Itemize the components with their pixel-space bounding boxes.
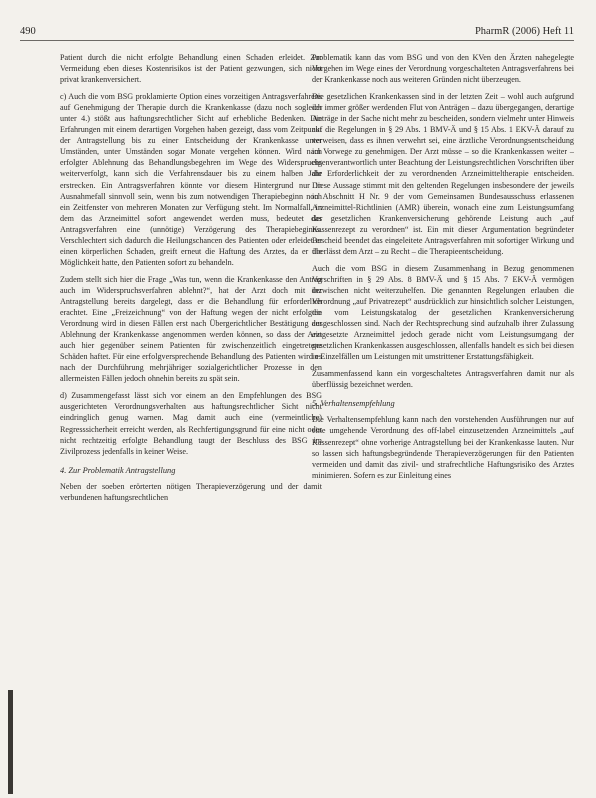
margin-marker-bar — [8, 690, 13, 794]
paragraph: Patient durch die nicht erfolgte Behandlung einen Schaden erleidet. Zur Vermeidung eben dieses Kostenrisikos ist der Patient gezwungen, sich nicht privat krankenversichert. — [60, 53, 322, 85]
paragraph: Zudem stellt sich hier die Frage „Was tun, wenn die Krankenkasse den Antrag auch im Widerspruchsverfahren ablehnt?“, hat der Arzt doch mit der Antragstellung bereits dargelegt, dass er die Behandlung für erforderlich erachtet. Eine „Freizeichnung“ von der Haftung wegen der nicht erfolgten Verordnung wird in diesen Fällen erst nach Übergerichtlicher Bestätigung der Ablehnung der Krankenkasse angenommen werden können, so dass der Arzt auch hier gegenüber seinem Patienten für zwischenzeitlich eingetretene Schäden haftet. Für eine erfolgversprechende Behandlung des Patienten wird es nach der Durchführung mehrjähriger sozialgerichtlicher Prozesse in den allermeisten Fällen jedoch ohnehin bereits zu spät sein. — [60, 274, 322, 384]
right-column — [312, 52, 574, 792]
paragraph: Neben der soeben erörterten nötigen Therapieverzögerung und der damit verbundenen haftungsrechtlichen — [60, 481, 322, 502]
section-heading: 4. Zur Problematik Antragstellung — [60, 465, 176, 475]
paragraph: Zusammenfassend kann ein vorgeschaltetes Antragsverfahren damit nur als überflüssig bezeichnet werden. — [312, 369, 574, 390]
page-number: 490 — [20, 26, 36, 37]
paragraph: Auch die vom BSG in diesem Zusammenhang in Bezug genommenen Vorschriften in § 29 Abs. 8 BMV-Ä und § 15 Abs. 7 EKV-Ä vermögen inzwischen nicht weiterzuhelfen. Die genannten Regelungen erlauben die Verordnung „auf Privatrezept“ ausdrücklich zur hinsichtlich solcher Leistungen, die vom Leistungskatalog der gesetzlichen Krankenversicherung ausgeschlossen sind. Nach der Rechtsprechung sind aufzuhalb ihrer Zulassung eingesetzte Arzneimittel jedoch gerade nicht vom Leistungsumgang der gesetzlichen Krankenkassen ausgeschlossen, allenfalls handelt es sich bei diesen in Einzelfällen um Leistungen mit umstrittener Erstattungsfähigkeit. — [312, 263, 574, 362]
paragraph: Problematik kann das vom BSG und von den KVen den Ärzten nahegelegte Vorgehen im Wege eines der Verordnung vorgeschalteten Antragsverfahrens bei der Krankenkasse noch aus weiteren Gründen nicht überzeugen. — [312, 53, 574, 85]
paragraph: c) Auch die vom BSG proklamierte Option eines vorzeitigen Antragsverfahrens auf Genehmigung der Therapie durch die Krankenkasse (dazu noch sogleich unter 4.) stößt aus haftungsrechtlicher Sicht auf erhebliche Bedenken. Die Erfahrungen mit einem derartigen Vorgehen haben gezeigt, dass vom Zeitpunkt der Antragstellung bis zu einer Entscheidung der Krankenkasse unter Umständen, unter Umständen sogar Monate vergehen können. Wird nach erfolgter Ablehnung das Behandlungsbegehren im Wege des Widerspruchs weiterverfolgt, kann sich die Verfahrensdauer bis zu einem halben Jahr erstrecken. Ein Antragsverfahren könnte vor diesem Hintergrund nur in Ausnahmefall sinnvoll sein, wenn bis zum notwendigen Therapiebeginn noch ein Zeitfenster von mehreren Monaten zur Verfügung steht. Im Normalfall, in dem das Arzneimittel sofort angewendet werden muss, bedeutet das Antragsverfahren eine (unnötige) Verzögerung des Therapiebeginns. Verschlechtert sich dadurch die Heilungschancen des Patienten oder erleidet er einen körperlichen Schaden, greift erneut die Haftung des Arztes, da er die Möglichkeit hatte, den Patienten sofort zu behandeln. — [60, 92, 322, 267]
left-column — [60, 52, 322, 792]
page-header — [20, 26, 574, 41]
paragraph: Die Verhaltensempfehlung kann nach den vorstehenden Ausführungen nur auf eine umgehende Verordnung des off-label einzusetzenden Arzneimittels „auf Kassenrezept“ ohne vorherige Antragstellung bei der Krankenkasse lauten. Nur so lassen sich haftungsbegründende Therapieverzögerungen für den Patienten vermeiden und damit das zivil- und strafrechtliche Haftungsrisiko des Arztes minimieren. Sofern es zur Einleitung eines — [312, 415, 574, 480]
paragraph: d) Zusammengefasst lässt sich vor einem an den Empfehlungen des BSG ausgerichteten Verordnungsverhalten aus haftungsrechtlicher Sicht nicht eindringlich genug warnen. Mag damit auch eine (vermeintliche) Regresssicherheit erreicht werden, als Rechfertigungsgrund für eine nicht oder nicht rechtzeitig erfolgte Behandlung taugt der Beschluss des BSG im Zivilprozess jedenfalls in keiner Weise. — [60, 391, 322, 456]
section-heading: 5. Verhaltensempfehlung — [312, 399, 395, 409]
journal-reference: PharmR (2006) Heft 11 — [474, 26, 574, 37]
paragraph: Die gesetzlichen Krankenkassen sind in der letzten Zeit – wohl auch aufgrund der immer größer werdenden Flut von Anträgen – dazu übergegangen, derartige Anträge in der Sache nicht mehr zu bescheiden, sondern vielmehr unter Hinweis auf die Regelungen in § 29 Abs. 1 BMV-Ä und § 15 Abs. 1 EKV-Ä darauf zu verweisen, dass es ihnen verwehrt sei, eine ärztliche Verordnungsentscheidung im Vorwege zu genehmigen. Der Arzt müsse – so die Krankenkassen weiter – eigenverantwortlich unter Beachtung der Leistungsrechtlichen Vorschriften über die Erforderlichkeit der zu verordnenden Arzneimitteltherapie entscheiden. Diese Aussage stimmt mit den geltenden Regelungen insbesondere der jeweils in Abschnitt H Nr. 9 der vom Gemeinsamen Bundesausschuss erlassenen Arzneimittel-Richtlinien (AMR) überein, wonach eine zum Leistungsumfang der gesetzlichen Krankenversicherung gehörende Leistung auch „auf Kassenrezept zu verordnen“ ist. Ein mit dieser Argumentation begründeter Bescheid beendet das eingeleitete Antragsverfahren mit sofortiger Wirkung und überlässt dem Arzt – zu Recht – die Therapieentscheidung. — [312, 92, 574, 256]
